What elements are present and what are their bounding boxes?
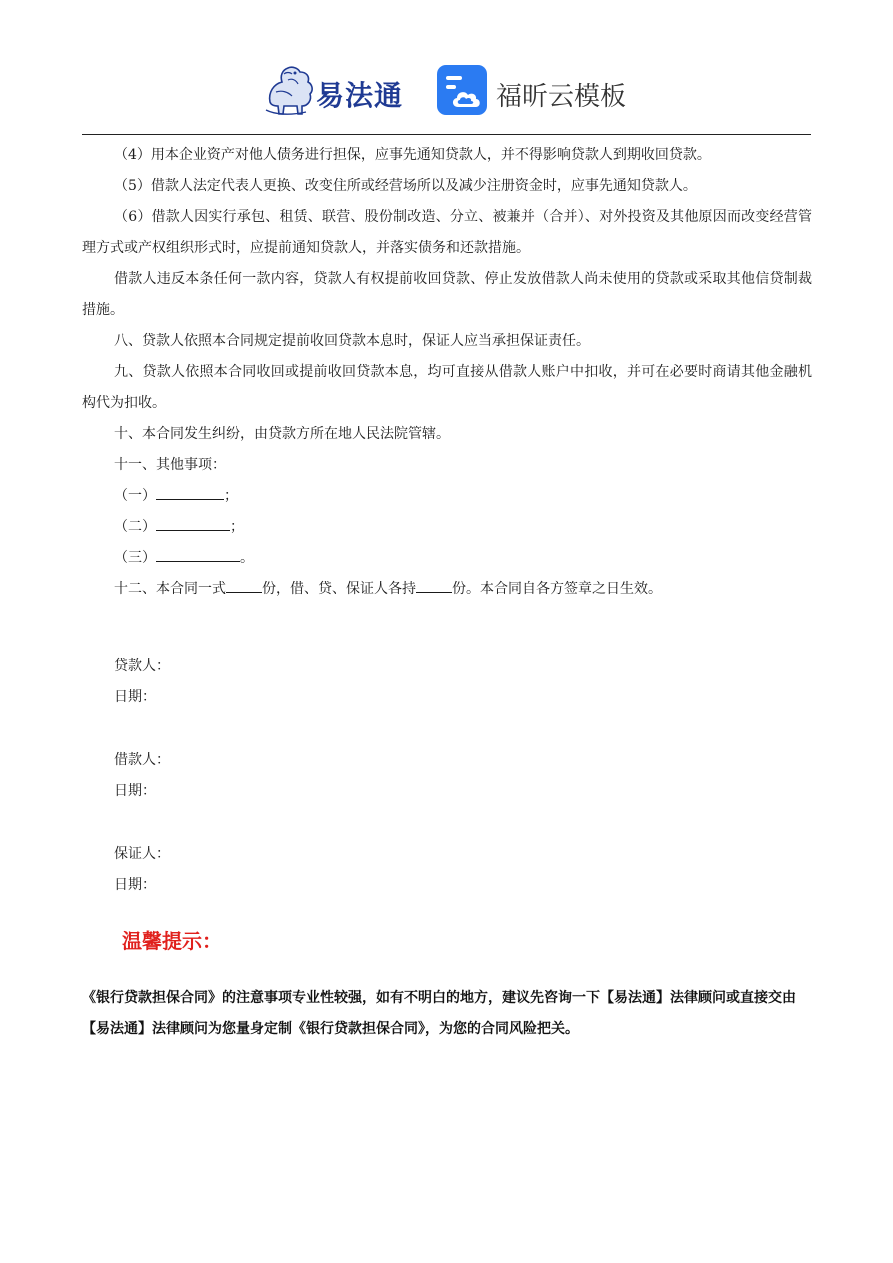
- fill-blank[interactable]: [156, 484, 224, 500]
- paragraph: 八、贷款人依照本合同规定提前收回贷款本息时，保证人应当承担保证责任。: [114, 333, 590, 349]
- clause-twelve: [82, 574, 812, 605]
- other-item: [82, 512, 812, 543]
- other-item: [82, 481, 812, 512]
- item-end: ；: [224, 488, 238, 504]
- copies-each-blank[interactable]: [416, 577, 452, 593]
- signature-role: 保证人：: [114, 846, 170, 862]
- paragraph: 十一、其他事项：: [114, 457, 226, 473]
- fill-blank[interactable]: [156, 546, 240, 562]
- clause-text: 份。本合同自各方签章之日生效。: [452, 581, 662, 597]
- paragraph: 九、贷款人依照本合同收回或提前收回贷款本息，均可直接从借款人账户中扣收，并可在必要时商请其他金融机构代为扣收。: [82, 364, 812, 411]
- yifatong-logo: [262, 62, 412, 120]
- signature-date: 日期：: [114, 877, 156, 893]
- page-header: [0, 60, 893, 122]
- tip-title: 温馨提示：: [122, 929, 222, 953]
- other-item: [82, 543, 812, 574]
- lender-signature: [114, 651, 170, 713]
- clause-text: 份，借、贷、保证人各持: [262, 581, 416, 597]
- borrower-signature: [114, 745, 170, 807]
- item-label: （三）: [114, 550, 156, 566]
- fill-blank[interactable]: [156, 515, 230, 531]
- tip-text: 《银行贷款担保合同》的注意事项专业性较强，如有不明白的地方，建议先咨询一下【易法通】法律顾问或直接交由【易法通】法律顾问为您量身定制《银行贷款担保合同》，为您的合同风险把关。: [82, 990, 796, 1037]
- copies-blank[interactable]: [226, 577, 262, 593]
- clause-text: 十二、本合同一式: [114, 581, 226, 597]
- signature-role: 贷款人：: [114, 658, 170, 674]
- logo-right-text: 福昕云模板: [496, 82, 627, 112]
- signature-date: 日期：: [114, 783, 156, 799]
- guarantor-signature: [114, 839, 170, 901]
- item-end: 。: [240, 550, 254, 566]
- contract-body: [82, 140, 812, 605]
- fuxin-template-logo: [436, 64, 636, 118]
- paragraph: （5）借款人法定代表人更换、改变住所或经营场所以及减少注册资金时，应事先通知贷款人。: [114, 178, 697, 194]
- horse-logo-icon: [262, 62, 318, 120]
- item-end: ；: [230, 519, 244, 535]
- paragraph: （4）用本企业资产对他人债务进行担保，应事先通知贷款人，并不得影响贷款人到期收回贷款。: [114, 147, 711, 163]
- paragraph: 借款人违反本条任何一款内容，贷款人有权提前收回贷款、停止发放借款人尚未使用的贷款或采取其他信贷制裁措施。: [82, 271, 812, 318]
- signature-date: 日期：: [114, 689, 156, 705]
- signature-role: 借款人：: [114, 752, 170, 768]
- cloud-document-icon: [436, 64, 488, 116]
- paragraph: 十、本合同发生纠纷，由贷款方所在地人民法院管辖。: [114, 426, 450, 442]
- item-label: （一）: [114, 488, 156, 504]
- header-divider: [82, 134, 811, 135]
- paragraph: （6）借款人因实行承包、租赁、联营、股份制改造、分立、被兼并（合并）、对外投资及其他原因而改变经营管理方式或产权组织形式时，应提前通知贷款人，并落实债务和还款措施。: [82, 209, 812, 256]
- logo-left-text: 易法通: [316, 79, 404, 112]
- item-label: （二）: [114, 519, 156, 535]
